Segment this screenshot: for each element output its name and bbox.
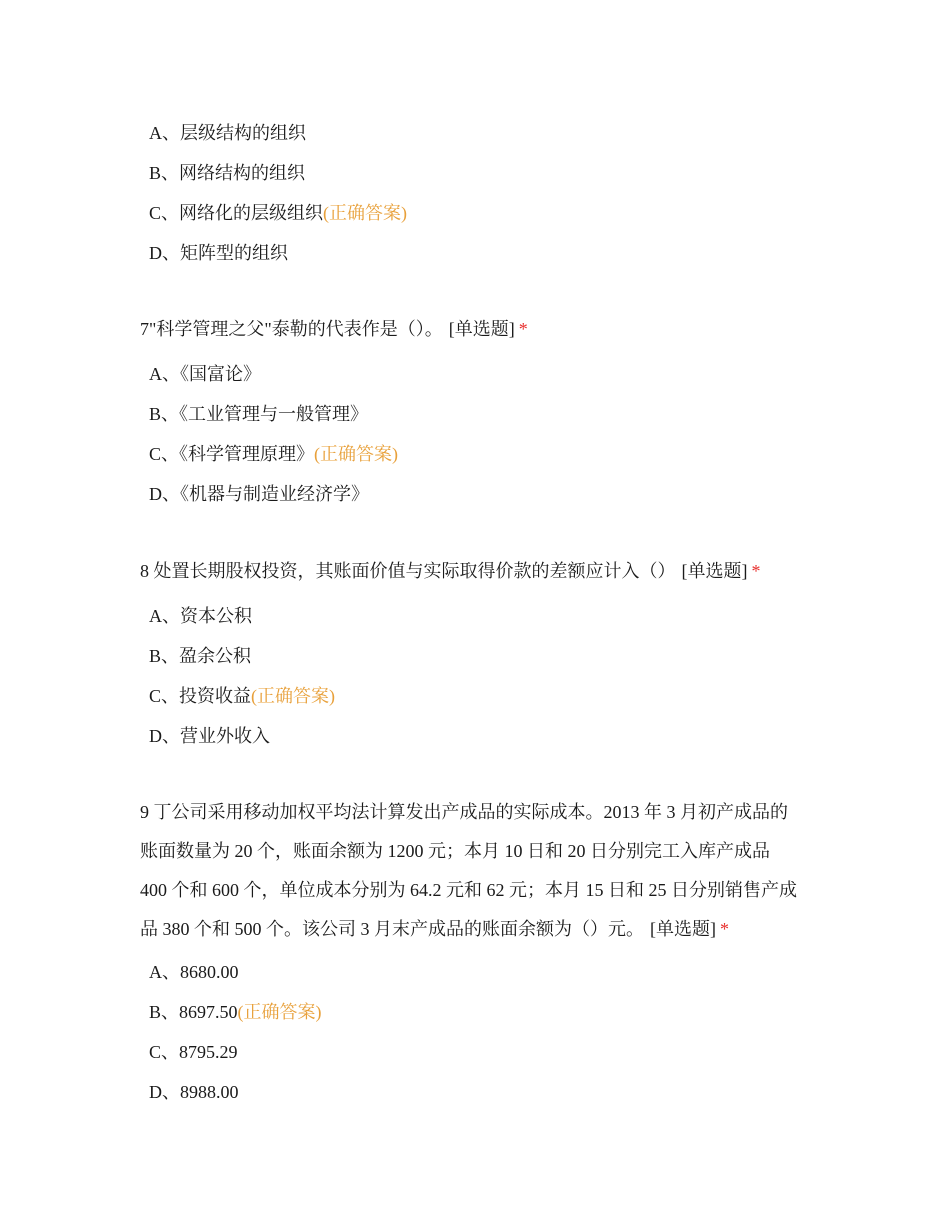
correct-answer-label: (正确答案) bbox=[237, 1002, 322, 1022]
question-text: 8 处置长期股权投资，其账面价值与实际取得价款的差额应计入（） bbox=[140, 561, 676, 581]
option-text: D、8988.00 bbox=[149, 1082, 239, 1102]
required-mark: * bbox=[518, 319, 528, 339]
q9-options bbox=[149, 952, 322, 1112]
question-text-line: 400 个和 600 个，单位成本分别为 64.2 元和 62 元；本月 15 日和 25 日分别销售产成 bbox=[140, 880, 797, 900]
q9-option-d[interactable] bbox=[149, 1072, 322, 1112]
q7-question bbox=[140, 310, 820, 349]
q8-option-c[interactable] bbox=[149, 676, 335, 716]
q6-option-c[interactable] bbox=[149, 193, 407, 233]
q6-option-a[interactable] bbox=[149, 113, 407, 153]
q8-option-a[interactable] bbox=[149, 596, 335, 636]
option-text: B、《工业管理与一般管理》 bbox=[149, 404, 369, 424]
correct-answer-label: (正确答案) bbox=[314, 444, 399, 464]
question-text: 品 380 个和 500 个。该公司 3 月末产成品的账面余额为（）元。 bbox=[140, 919, 644, 939]
question-type-label: [单选题] bbox=[448, 319, 515, 339]
q7-option-a[interactable] bbox=[149, 354, 398, 394]
option-text: C、8795.29 bbox=[149, 1042, 238, 1062]
option-text: A、8680.00 bbox=[149, 962, 239, 982]
option-text: D、矩阵型的组织 bbox=[149, 243, 288, 263]
required-mark: * bbox=[751, 561, 761, 581]
q6-option-d[interactable] bbox=[149, 233, 407, 273]
question-text-line-last bbox=[140, 910, 820, 949]
correct-answer-label: (正确答案) bbox=[323, 203, 408, 223]
q9-option-c[interactable] bbox=[149, 1032, 322, 1072]
q7-option-c[interactable] bbox=[149, 434, 398, 474]
option-text: B、8697.50 bbox=[149, 1002, 238, 1022]
q9-question bbox=[140, 793, 820, 949]
option-text: A、《国富论》 bbox=[149, 364, 261, 384]
question-type-label: [单选题] bbox=[681, 561, 748, 581]
q7-option-d[interactable] bbox=[149, 474, 398, 514]
q8-option-b[interactable] bbox=[149, 636, 335, 676]
option-text: B、盈余公积 bbox=[149, 646, 252, 666]
q8-option-d[interactable] bbox=[149, 716, 335, 756]
option-text: D、营业外收入 bbox=[149, 726, 270, 746]
q9-option-a[interactable] bbox=[149, 952, 322, 992]
option-text: C、《科学管理原理》 bbox=[149, 444, 315, 464]
option-text: A、资本公积 bbox=[149, 606, 252, 626]
q7-options bbox=[149, 354, 398, 514]
question-text-line: 账面数量为 20 个，账面余额为 1200 元；本月 10 日和 20 日分别完工入库产成品 bbox=[140, 841, 770, 861]
q6-options bbox=[149, 113, 407, 273]
q8-options bbox=[149, 596, 335, 756]
option-text: B、网络结构的组织 bbox=[149, 163, 306, 183]
option-text: C、网络化的层级组织 bbox=[149, 203, 324, 223]
question-text: 7"科学管理之父"泰勒的代表作是（）。 bbox=[140, 319, 443, 339]
option-text: C、投资收益 bbox=[149, 686, 252, 706]
option-text: A、层级结构的组织 bbox=[149, 123, 306, 143]
question-type-label: [单选题] bbox=[650, 919, 716, 939]
required-mark: * bbox=[720, 919, 729, 939]
q7-option-b[interactable] bbox=[149, 394, 398, 434]
question-text-line: 9 丁公司采用移动加权平均法计算发出产成品的实际成本。2013 年 3 月初产成品的 bbox=[140, 802, 788, 822]
correct-answer-label: (正确答案) bbox=[251, 686, 336, 706]
option-text: D、《机器与制造业经济学》 bbox=[149, 484, 369, 504]
q9-option-b[interactable] bbox=[149, 992, 322, 1032]
q8-question bbox=[140, 552, 820, 591]
q6-option-b[interactable] bbox=[149, 153, 407, 193]
